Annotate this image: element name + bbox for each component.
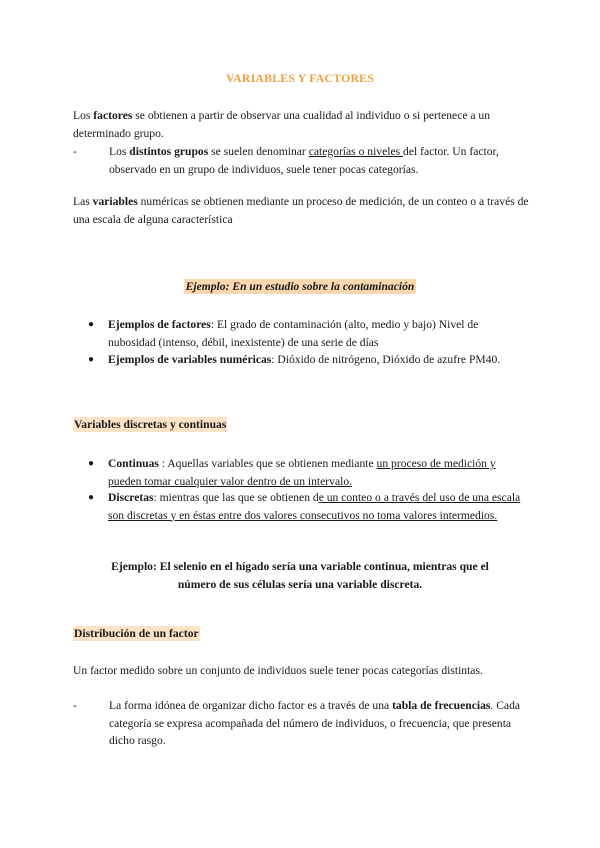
list-item-discretas: [88, 489, 528, 524]
list-item-grupos: [73, 143, 521, 178]
list-item-continuas: [88, 455, 528, 490]
text-run: : mientras que las que se obtienen d: [153, 491, 319, 504]
bullet-marker: ●: [88, 458, 95, 469]
text-run: Un factor medido sobre un conjunto de individuos suele tener pocas categorías distintas.: [73, 664, 483, 677]
text-run: numéricas se obtienen mediante un proceso de medición, de un conteo o a través de una escala de alguna característica: [73, 195, 529, 226]
bullet-label: Ejemplos de variables numéricas: [108, 353, 272, 366]
term-tabla-frecuencias: tabla de frecuencias: [392, 699, 491, 712]
term-distintos-grupos: distintos grupos: [129, 145, 209, 158]
text-run: : Dióxido de nitrógeno, Dióxido de azufre PM40.: [271, 353, 501, 366]
section-heading-text: Distribución de un factor: [74, 627, 199, 640]
bullet-marker: ●: [88, 492, 95, 503]
text-run: Los: [73, 109, 94, 122]
text-run: del factor. Un factor, observado en un grupo de individuos, suele tener pocas categorías.: [109, 145, 499, 176]
text-run: : Aquellas variables que se obtienen mediante: [158, 457, 377, 470]
bullet-marker: ●: [88, 319, 95, 330]
section-heading-discretas: [73, 418, 227, 431]
bullet-marker: ●: [88, 354, 95, 365]
dash-marker: -: [73, 699, 77, 712]
bullet-label: Discretas: [108, 491, 154, 504]
text-run: Las: [73, 195, 93, 208]
intro-paragraph-factores: [73, 107, 533, 142]
list-item-tabla-frecuencias: [73, 697, 521, 750]
dash-marker: -: [73, 145, 77, 158]
text-run: . Cada categoría se expresa acompañada del número de individuos, o frecuencia, que presenta dicho rasgo.: [109, 699, 521, 747]
bullet-label: Continuas: [108, 457, 159, 470]
intro-paragraph-variables: [73, 193, 533, 228]
term-factores: factores: [93, 109, 133, 122]
example-heading: [0, 280, 600, 293]
example-line: Ejemplo: El selenio en el hígado sería una variable continua, mientras que el: [111, 560, 489, 573]
distribucion-paragraph: [73, 662, 533, 680]
example-discretas: [80, 558, 520, 594]
text-run: Los: [109, 145, 130, 158]
underlined-text: categorías o niveles: [308, 145, 404, 158]
term-variables: variables: [92, 195, 138, 208]
page-title: VARIABLES Y FACTORES: [225, 71, 374, 85]
text-run: La forma idónea de organizar dicho factor es a través de una: [109, 699, 393, 712]
example-heading-text: Ejemplo: En un estudio sobre la contaminación: [185, 280, 415, 293]
section-heading-distribucion: [73, 627, 200, 640]
text-run: se obtienen a partir de observar una cualidad al individuo o si pertenece a un determinado grupo.: [73, 109, 491, 140]
example-line: número de sus células sería una variable discreta.: [177, 578, 423, 591]
list-item-ejemplos-variables: [88, 351, 528, 369]
underlined-text: e un conteo o a través del uso de una escala son discretas y en éstas entre dos valores consecutivos no toma valores intermedios.: [108, 491, 521, 522]
bullet-label: Ejemplos de factores: [108, 318, 211, 331]
underlined-text: un proceso de medición y pueden tomar cualquier valor dentro de un intervalo.: [108, 457, 496, 488]
section-heading-text: Variables discretas y continuas: [74, 418, 227, 431]
list-item-ejemplos-factores: [88, 316, 528, 351]
text-run: : El grado de contaminación (alto, medio y bajo) Nivel de nubosidad (intenso, débil, inexistente) de una serie de días: [108, 318, 479, 349]
text-run: se suelen denominar: [208, 145, 309, 158]
